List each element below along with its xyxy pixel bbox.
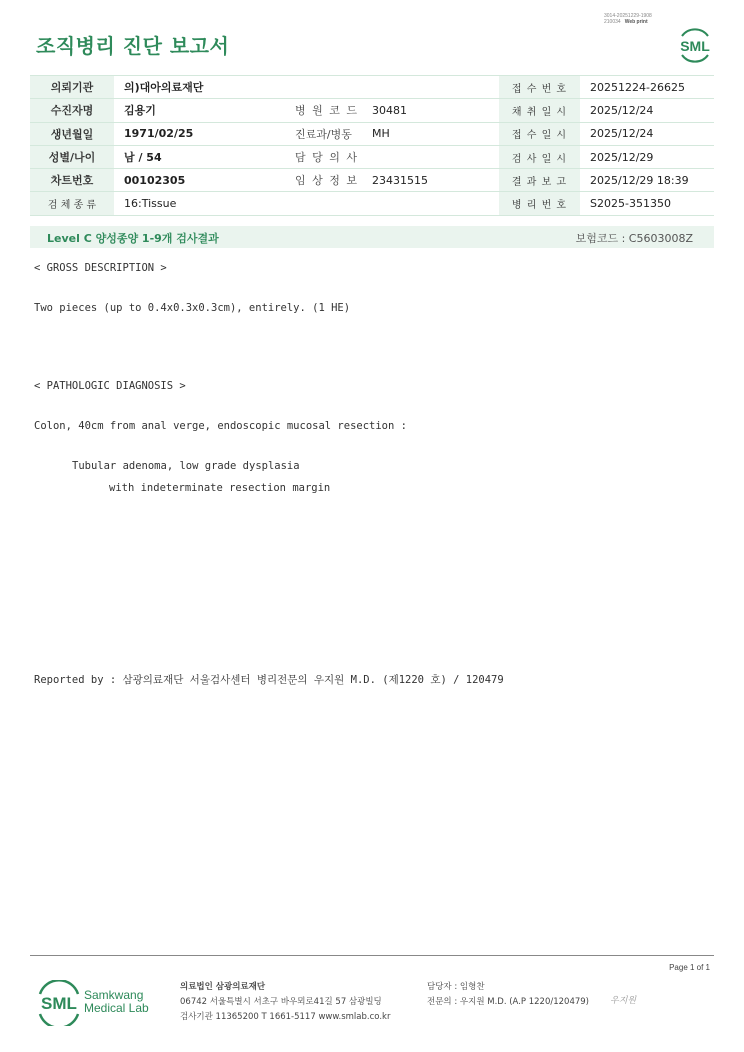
- sex-age-label: 성별/나이: [30, 145, 114, 168]
- hospital-code-value: 30481: [362, 99, 499, 122]
- info-row: [30, 145, 714, 168]
- patient-label: 수진자명: [30, 99, 114, 122]
- org-name: 의료법인 삼광의료재단: [180, 982, 266, 992]
- footer-divider: [30, 955, 714, 956]
- document-code-line: 3014-20251229-1908: [604, 13, 652, 19]
- signature: 우지원: [610, 996, 637, 1006]
- test-level: Level C 양성종양 1-9개 검사결과: [47, 232, 219, 245]
- info-row: [30, 169, 714, 192]
- specimen-label: 검 체 종 류: [30, 192, 114, 215]
- info-row: [30, 76, 714, 99]
- pathologic-diagnosis-header: < PATHOLOGIC DIAGNOSIS >: [34, 380, 186, 392]
- specialist-label: 전문의 :: [427, 997, 458, 1007]
- specimen-site: Colon, 40cm from anal verge, endoscopic mucosal resection :: [34, 420, 407, 432]
- patient-value: 김용기: [114, 99, 281, 122]
- hospital-code-label: 병 원 코 드: [281, 99, 362, 122]
- receipt-date-value: 2025/12/24: [580, 122, 714, 145]
- collect-date-label: 채 취 일 시: [499, 99, 580, 122]
- staff-label: 담당자 :: [427, 982, 458, 992]
- requester-label: 의뢰기관: [30, 76, 114, 99]
- path-no-value: S2025-351350: [580, 192, 714, 215]
- page-number: Page 1 of 1: [669, 963, 710, 972]
- info-row: [30, 99, 714, 122]
- info-row: [30, 122, 714, 145]
- specialist-name: 우지원 M.D. (A.P 1220/120479): [459, 997, 589, 1007]
- gross-description-text: Two pieces (up to 0.4x0.3x0.3cm), entirely. (1 HE): [34, 302, 351, 314]
- doctor-label: 담 당 의 사: [281, 145, 362, 168]
- brand-line-1: Samkwang: [84, 988, 144, 1002]
- staff-name: 임형찬: [459, 982, 485, 992]
- info-row: [30, 192, 714, 215]
- footer-address-block: [180, 980, 390, 1025]
- receipt-date-label: 접 수 일 시: [499, 122, 580, 145]
- path-no-label: 병 리 번 호: [499, 192, 580, 215]
- logo-text: SML: [680, 38, 710, 54]
- diagnosis-line: with indeterminate resection margin: [109, 482, 331, 494]
- org-contact: 검사기관 11365200 T 1661-5117 www.smlab.co.kr: [180, 1012, 391, 1022]
- insurance-code: 보험코드 : C5603008Z: [575, 232, 693, 245]
- sml-logo: [676, 26, 714, 64]
- footer-staff-block: [427, 980, 589, 1010]
- test-date-value: 2025/12/29: [580, 145, 714, 168]
- test-date-label: 검 사 일 시: [499, 145, 580, 168]
- footer-logo-text: SML: [41, 994, 77, 1013]
- dept-label: 진료과/병동: [281, 122, 362, 145]
- org-address: 06742 서울특별시 서초구 바우뫼로41길 57 삼광빌딩: [180, 997, 382, 1007]
- document-code: [604, 13, 652, 25]
- report-date-label: 결 과 보 고: [499, 169, 580, 192]
- requester-value: 의)대아의료재단: [114, 76, 499, 99]
- gross-description-header: < GROSS DESCRIPTION >: [34, 262, 167, 274]
- receipt-no-label: 접 수 번 호: [499, 76, 580, 99]
- footer-brand: [84, 989, 149, 1015]
- clinical-info-label: 임 상 정 보: [281, 169, 362, 192]
- clinical-info-value: 23431515: [362, 169, 499, 192]
- patient-info-table: [30, 75, 714, 216]
- diagnosis-line: Tubular adenoma, low grade dysplasia: [72, 460, 300, 472]
- dob-label: 생년월일: [30, 122, 114, 145]
- footer-sml-logo: [36, 980, 82, 1026]
- dob-value: 1971/02/25: [114, 122, 281, 145]
- sex-age-value: 남 / 54: [114, 145, 281, 168]
- document-subcode: 210034: [604, 19, 621, 25]
- report-title: 조직병리 진단 보고서: [36, 34, 230, 58]
- chart-no-value: 00102305: [114, 169, 281, 192]
- reported-by: Reported by : 삼광의료재단 서울검사센터 병리전문의 우지원 M.D. (제1220 호) / 120479: [34, 674, 504, 686]
- doctor-value: [362, 145, 499, 168]
- test-level-band: [30, 226, 714, 248]
- web-print-label: Web print: [624, 19, 648, 25]
- brand-line-2: Medical Lab: [84, 1001, 149, 1015]
- report-date-value: 2025/12/29 18:39: [580, 169, 714, 192]
- dept-value: MH: [362, 122, 499, 145]
- collect-date-value: 2025/12/24: [580, 99, 714, 122]
- specimen-value: 16:Tissue: [114, 192, 499, 215]
- chart-no-label: 차트번호: [30, 169, 114, 192]
- receipt-no-value: 20251224-26625: [580, 76, 714, 99]
